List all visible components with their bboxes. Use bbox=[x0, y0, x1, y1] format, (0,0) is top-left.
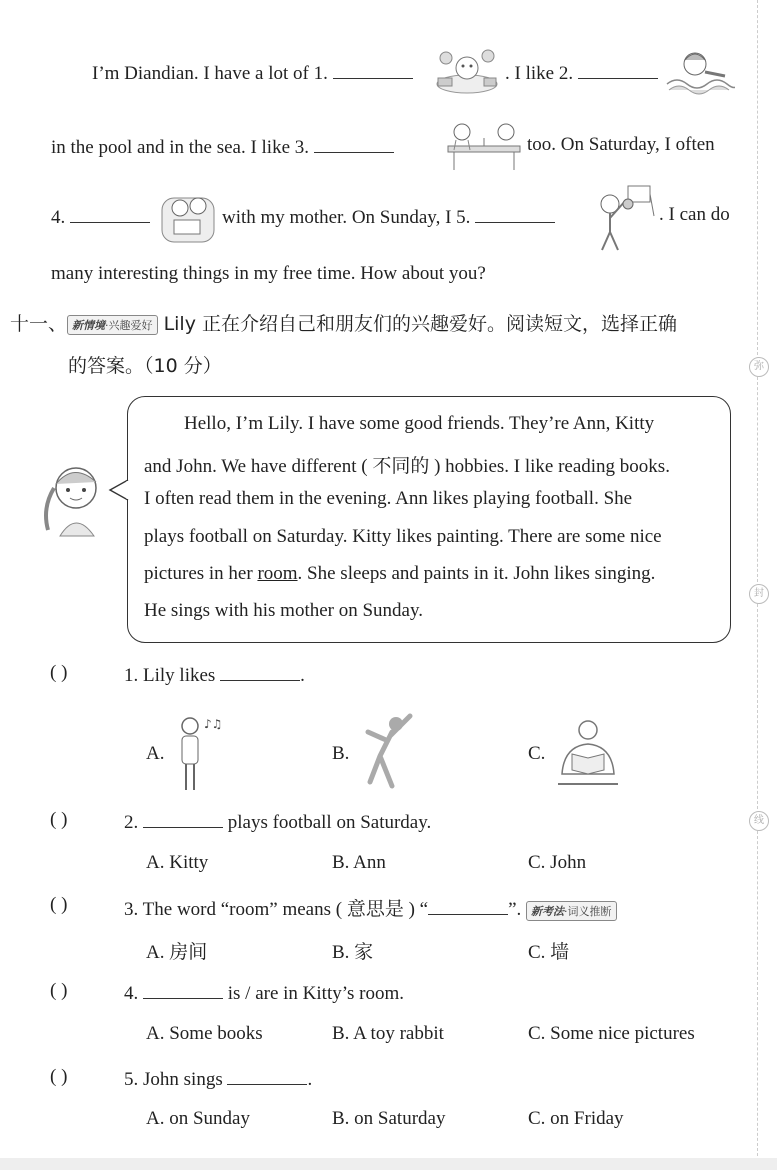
bubble-line-3: I often read them in the evening. Ann likes playing football. She bbox=[144, 488, 633, 509]
q5-blank[interactable] bbox=[227, 1066, 307, 1085]
passage-line-4: many interesting things in my free time. How about you? bbox=[51, 263, 486, 284]
binding-line bbox=[757, 604, 758, 809]
q5-option-b[interactable]: B. on Saturday bbox=[332, 1108, 446, 1129]
dancing-icon bbox=[356, 712, 416, 790]
toys-icon bbox=[432, 44, 502, 96]
bubble-tail bbox=[108, 478, 130, 502]
q2-option-b[interactable]: B. Ann bbox=[332, 852, 386, 873]
bubble-line-4: plays football on Saturday. Kitty likes painting. There are some nice bbox=[144, 526, 662, 547]
question-2: 2. plays football on Saturday. bbox=[124, 809, 431, 834]
room-word: room bbox=[257, 563, 298, 584]
q5-option-c[interactable]: C. on Friday bbox=[528, 1108, 624, 1129]
speech-bubble bbox=[127, 396, 731, 643]
passage-line-1b: . I like 2. bbox=[505, 60, 658, 85]
reading-icon bbox=[554, 718, 622, 788]
q1-option-b[interactable]: B. bbox=[332, 743, 350, 764]
q2-option-a[interactable]: A. Kitty bbox=[146, 852, 209, 873]
q4-option-a[interactable]: A. Some books bbox=[146, 1023, 263, 1044]
passage-line-3c: . I can do bbox=[659, 204, 730, 225]
section-heading: 十一、 新情境·兴趣爱好 Lily 正在介绍自己和朋友们的兴趣爱好。阅读短文，选择正确 bbox=[10, 313, 677, 335]
new-test-method-tag: 新考法·词义推断 bbox=[526, 901, 617, 921]
bubble-line-2: and John. We have different ( 不同的 ) hobbies. I like reading books. bbox=[144, 456, 670, 477]
binding-line bbox=[757, 377, 758, 582]
blank-1[interactable] bbox=[333, 60, 413, 79]
passage-line-2b: too. On Saturday, I often bbox=[527, 134, 715, 155]
seal-mark-1: 弥 bbox=[749, 357, 769, 377]
blank-2[interactable] bbox=[578, 60, 658, 79]
question-5: 5. John sings . bbox=[124, 1066, 312, 1091]
blank-3[interactable] bbox=[314, 134, 394, 153]
q3-option-a[interactable]: A. 房间 bbox=[146, 942, 208, 963]
q4-blank[interactable] bbox=[143, 980, 223, 999]
q2-blank[interactable] bbox=[143, 809, 223, 828]
girl-avatar-icon bbox=[34, 458, 112, 538]
blank-5[interactable] bbox=[475, 204, 555, 223]
basketball-icon bbox=[592, 182, 656, 254]
q1-blank[interactable] bbox=[220, 662, 300, 681]
passage-line-3: 4. bbox=[51, 204, 150, 229]
seal-mark-3: 线 bbox=[749, 811, 769, 831]
q3-blank[interactable] bbox=[428, 896, 508, 915]
q4-option-c[interactable]: C. Some nice pictures bbox=[528, 1023, 695, 1044]
q3-option-c[interactable]: C. 墙 bbox=[528, 942, 570, 963]
answer-paren-4[interactable]: ( ) bbox=[50, 980, 68, 1001]
answer-paren-1[interactable]: ( ) bbox=[50, 662, 68, 683]
q1-option-a[interactable]: A. bbox=[146, 743, 165, 764]
new-context-tag: 新情境·兴趣爱好 bbox=[67, 315, 158, 335]
q5-option-a[interactable]: A. on Sunday bbox=[146, 1108, 250, 1129]
svg-text:♪♫: ♪♫ bbox=[204, 717, 223, 731]
bubble-line-1: Hello, I’m Lily. I have some good friends. They’re Ann, Kitty bbox=[184, 413, 655, 434]
swimming-icon bbox=[665, 46, 735, 96]
binding-line bbox=[757, 0, 758, 355]
answer-paren-3[interactable]: ( ) bbox=[50, 894, 68, 915]
blank-4[interactable] bbox=[70, 204, 150, 223]
passage-line-3b: with my mother. On Sunday, I 5. bbox=[222, 204, 555, 229]
singing-icon bbox=[170, 714, 224, 792]
q4-option-b[interactable]: B. A toy rabbit bbox=[332, 1023, 444, 1044]
question-1: 1. Lily likes . bbox=[124, 662, 305, 687]
bubble-line-5: pictures in her room. She sleeps and paints in it. John likes singing. bbox=[144, 563, 656, 584]
q1-option-c[interactable]: C. bbox=[528, 743, 546, 764]
ping-pong-icon bbox=[444, 120, 524, 172]
question-4: 4. is / are in Kitty’s room. bbox=[124, 980, 404, 1005]
passage-line-1: I’m Diandian. I have a lot of 1. bbox=[92, 60, 413, 85]
seal-mark-2: 封 bbox=[749, 584, 769, 604]
q3-option-b[interactable]: B. 家 bbox=[332, 942, 374, 963]
passage-line-2: in the pool and in the sea. I like 3. bbox=[51, 134, 394, 159]
section-heading-line-2: 的答案。（10 分） bbox=[68, 355, 222, 377]
reading-together-icon bbox=[160, 190, 216, 246]
q2-option-c[interactable]: C. John bbox=[528, 852, 587, 873]
question-3: 3. The word “room” means ( 意思是 ) “ ”. 新考法·词义推断 bbox=[124, 894, 617, 921]
answer-paren-2[interactable]: ( ) bbox=[50, 809, 68, 830]
bubble-line-6: He sings with his mother on Sunday. bbox=[144, 600, 424, 621]
binding-line bbox=[757, 831, 758, 1156]
page-bottom-strip bbox=[0, 1158, 777, 1170]
answer-paren-5[interactable]: ( ) bbox=[50, 1066, 68, 1087]
